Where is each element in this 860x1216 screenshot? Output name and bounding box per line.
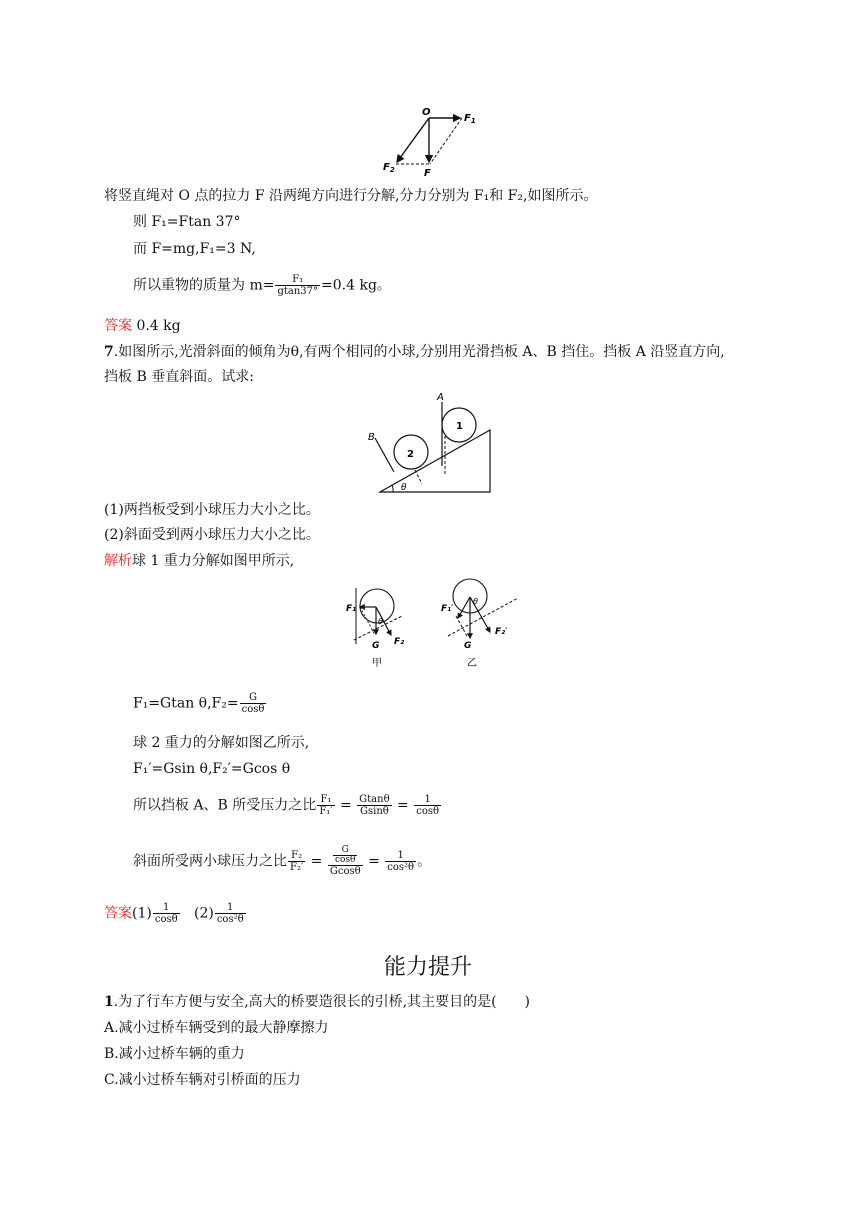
left-caption: 甲	[372, 658, 382, 669]
label-A: A	[437, 392, 444, 403]
question-7-line2: 挡板 B 垂直斜面。试求:	[104, 369, 254, 385]
right-label-theta: θ	[473, 597, 478, 606]
left-label-F2: F₂	[394, 637, 405, 647]
equation-2: 而 F=mg,F₁=3 N,	[133, 241, 256, 257]
svg-text:F1	[464, 113, 476, 125]
label-O: O	[422, 107, 431, 118]
question-7-part1: (1)两挡板受到小球压力大小之比。	[104, 502, 320, 518]
answer-6: 答案 0.4 kg	[104, 318, 181, 334]
right-label-F2: F₂′	[495, 627, 508, 637]
label-F2: F	[383, 162, 390, 173]
left-label-G: G	[372, 641, 380, 651]
force-parallelogram-figure	[375, 104, 485, 180]
label-F1-sub: 1	[470, 117, 476, 125]
label-F: F	[424, 168, 431, 179]
question-1-option-a: A.减小过桥车辆受到的最大静摩擦力	[104, 1020, 329, 1036]
svg-text:F2	[383, 162, 395, 174]
question-7-line1: 7.如图所示,光滑斜面的倾角为θ,有两个相同的小球,分别用光滑挡板 A、B 挡住。挡板 A 沿竖直方向,	[104, 344, 725, 360]
label-theta: θ	[401, 483, 407, 493]
decomposition-figure	[340, 576, 525, 672]
label-B: B	[368, 432, 375, 443]
right-label-F1: F₁′	[441, 604, 454, 614]
question-1-option-b: B.减小过桥车辆的重力	[104, 1046, 245, 1062]
left-label-F1: F₁	[346, 604, 357, 614]
equation-D: 所以挡板 A、B 所受压力之比 $\frac{\text{F₁}}{\text{F₁′}}$ = $\frac{Gtan\theta}{Gsin\theta}$ = $\frac{1}{\cos\theta}$	[133, 794, 440, 817]
decompose-paragraph: 将竖直绳对 O 点的拉力 F 沿两绳方向进行分解,分力分别为 F₁和 F₂,如图所示。	[104, 188, 598, 204]
answer-7: 答案(1) $\frac{1}{\cos\theta}$ (2) $\frac{1}{\text{cos²θ}}$	[104, 902, 244, 925]
incline-figure	[365, 388, 497, 496]
equation-C: F₁′=Gsin θ,F₂′=Gcos θ	[133, 761, 291, 777]
analysis: 解析球 1 重力分解如图甲所示,	[104, 553, 295, 569]
question-1-option-c: C.减小过桥车辆对引桥面的压力	[104, 1072, 301, 1088]
equation-A: F₁=Gtan θ,F₂= $\frac{G}{\cos\theta}$	[133, 692, 265, 715]
question-1: 1.为了行车方便与安全,高大的桥要造很长的引桥,其主要目的是( )	[104, 994, 531, 1010]
label-F1: F	[464, 113, 471, 124]
equation-1: 则 F₁=Ftan 37°	[133, 214, 241, 230]
right-caption: 乙	[467, 658, 477, 669]
right-label-G: G	[464, 641, 472, 651]
question-7-part2: (2)斜面受到两小球压力大小之比。	[104, 527, 320, 543]
equation-E: 斜面所受两小球压力之比 $\frac{\text{F₂}}{\text{F₂′}}$ = $\frac{\frac{G}{\cos\theta}}{Gcos\theta}$ = $\frac{1}{\text{cos²θ}}$ 。	[133, 845, 432, 877]
label-ball2: 2	[407, 449, 414, 460]
equation-B: 球 2 重力的分解如图乙所示,	[133, 735, 310, 751]
label-F2-sub: 2	[389, 166, 395, 174]
label-ball1: 1	[456, 421, 463, 432]
left-label-theta: θ	[378, 617, 383, 626]
equation-3: 所以重物的质量为 m= $\frac{\text{F₁}}{gtan37^\circ}$ =0.4 kg。	[133, 274, 391, 297]
section-title: 能力提升	[384, 955, 473, 980]
